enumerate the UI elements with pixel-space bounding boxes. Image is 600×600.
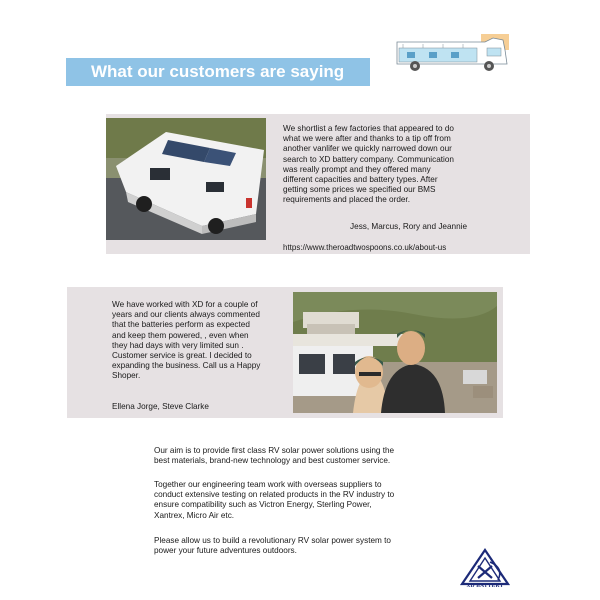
about-paragraph-3: Please allow us to build a revolutionary RV solar power system to power your future adventures outdoors. <box>154 536 391 556</box>
about-paragraph-1: Our aim is to provide first class RV solar power solutions using the best materials, brand-new technology and best customer service. <box>154 446 395 466</box>
campervan-photo <box>106 118 266 240</box>
section-title: What our customers are saying <box>91 62 345 81</box>
section-title-bar <box>66 58 370 86</box>
logo-wordmark: XD BATTERY <box>466 583 504 589</box>
rv-diagram-illustration <box>393 34 509 76</box>
about-paragraph-2: Together our engineering team work with overseas suppliers to conduct extensive testing on related products in the RV industry to ensure compatibility such as Victron Energy, Sterling Power, Xantrex, Micro Air etc. <box>154 480 395 520</box>
testimonial-1-text: We shortlist a few factories that appeared to do what we were after and thanks to a tip off from another vanlifer we quickly narrowed down our search to XD battery company. Communication was really prompt and they offered many different capacities and battery types. After getting some prices we specified our BMS requirements and placed the order. <box>283 124 454 205</box>
testimonial-2-author: Ellena Jorge, Steve Clarke <box>112 402 209 411</box>
testimonial-1-author: Jess, Marcus, Rory and Jeannie <box>350 222 467 231</box>
couple-photo <box>293 292 497 413</box>
testimonial-1-link[interactable]: https://www.theroadtwospoons.co.uk/about-us <box>283 243 447 252</box>
testimonial-2-text: We have worked with XD for a couple of years and our clients always commented that the batteries perform as expected and keep them powered, , even when they had days with very limited sun . Customer service is great. I decided to expanding the business. Call us a Happy Shoper. <box>112 300 261 381</box>
